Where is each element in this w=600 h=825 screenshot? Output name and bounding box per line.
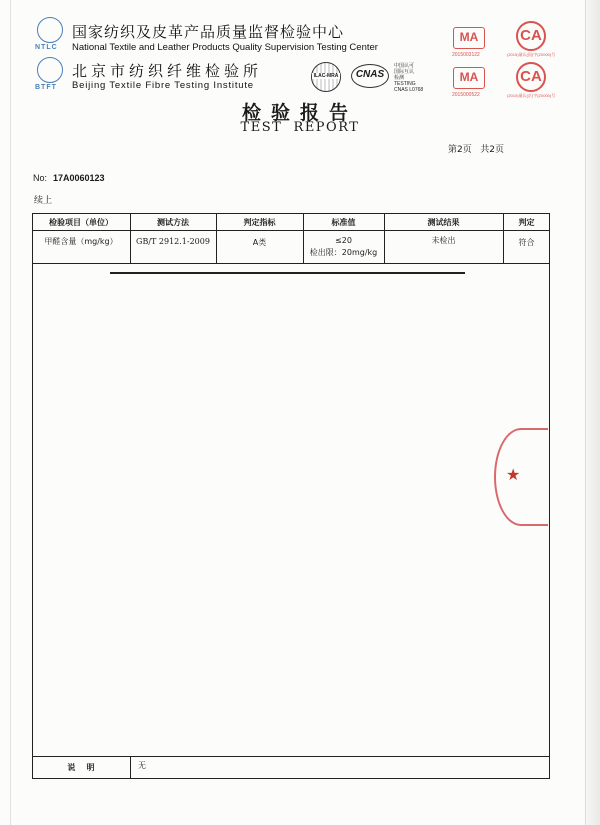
org2-name-cn: 北京市纺织纤维检验所 bbox=[72, 62, 263, 80]
report-no-value: 17A0060123 bbox=[53, 173, 105, 183]
header-verdict: 判定 bbox=[518, 218, 535, 227]
header-method: 测试方法 bbox=[157, 218, 189, 227]
ma-stamp-1-number: 2015003122 bbox=[452, 52, 480, 58]
header-item: 检验项目（单位） bbox=[49, 218, 113, 227]
note-value: 无 bbox=[138, 761, 146, 770]
ca-stamp-1-number: (2015)量认(国)字(Z0000)号 bbox=[507, 52, 556, 57]
official-seal-icon bbox=[494, 428, 548, 526]
page-fold bbox=[10, 0, 11, 825]
cell-standard-detection: 检出限：20mg/kg bbox=[309, 248, 378, 257]
header-criterion: 判定指标 bbox=[243, 218, 276, 227]
seal-star-icon: ★ bbox=[506, 465, 521, 484]
cell-standard-limit: ≤20 bbox=[335, 236, 352, 245]
ca-stamp-2-icon: CA bbox=[516, 62, 546, 92]
cell-item: 甲醛含量（mg/kg） bbox=[44, 237, 118, 246]
table-row-divider bbox=[32, 263, 550, 264]
btft-logo-icon bbox=[37, 57, 63, 83]
ilac-mra-label: ILAC-MRA bbox=[313, 73, 339, 79]
cell-result: 未检出 bbox=[431, 236, 456, 245]
org1-name-cn: 国家纺织及皮革产品质量监督检验中心 bbox=[72, 23, 345, 41]
ntlc-logo-text: NTLC bbox=[35, 44, 58, 51]
continued-label: 续上 bbox=[34, 196, 53, 206]
ntlc-logo-icon bbox=[37, 17, 63, 43]
ca-stamp-1-icon: CA bbox=[516, 21, 546, 51]
note-divider bbox=[130, 756, 131, 779]
cell-method: GB/T 2912.1-2009 bbox=[136, 237, 210, 246]
end-line bbox=[110, 272, 465, 274]
page-info: 第2页 共2页 bbox=[448, 145, 505, 155]
org1-name-en: National Textile and Leather Products Quality Supervision Testing Center bbox=[72, 42, 378, 53]
header-standard: 标准值 bbox=[331, 218, 356, 227]
report-no-label: No: bbox=[33, 173, 48, 183]
table-header-divider bbox=[32, 230, 550, 231]
note-label: 说 明 bbox=[67, 763, 95, 772]
result-table bbox=[32, 213, 550, 779]
ma-stamp-2-number: 2015000522 bbox=[452, 92, 480, 98]
ca-stamp-2-number: (2015)量认(京)字(Z0000)号 bbox=[507, 93, 556, 98]
btft-logo-text: BTFT bbox=[35, 84, 57, 91]
ma-stamp-1-icon: MA bbox=[453, 27, 485, 49]
table-note-divider bbox=[32, 756, 550, 757]
cnas-label: CNAS bbox=[355, 69, 385, 80]
page-edge bbox=[585, 0, 600, 825]
org2-name-en: Beijing Textile Fibre Testing Institute bbox=[72, 80, 254, 91]
header-result: 测试结果 bbox=[427, 218, 460, 227]
cell-verdict: 符合 bbox=[518, 238, 535, 247]
cnas-text: 中国认可 国际互认 检测 TESTING CNAS L0768 bbox=[394, 63, 424, 93]
ma-stamp-2-icon: MA bbox=[453, 67, 485, 89]
cell-criterion: A类 bbox=[252, 238, 267, 247]
report-title-cn: 检验报告 bbox=[241, 102, 358, 124]
report-title-en: TEST REPORT bbox=[240, 120, 360, 135]
